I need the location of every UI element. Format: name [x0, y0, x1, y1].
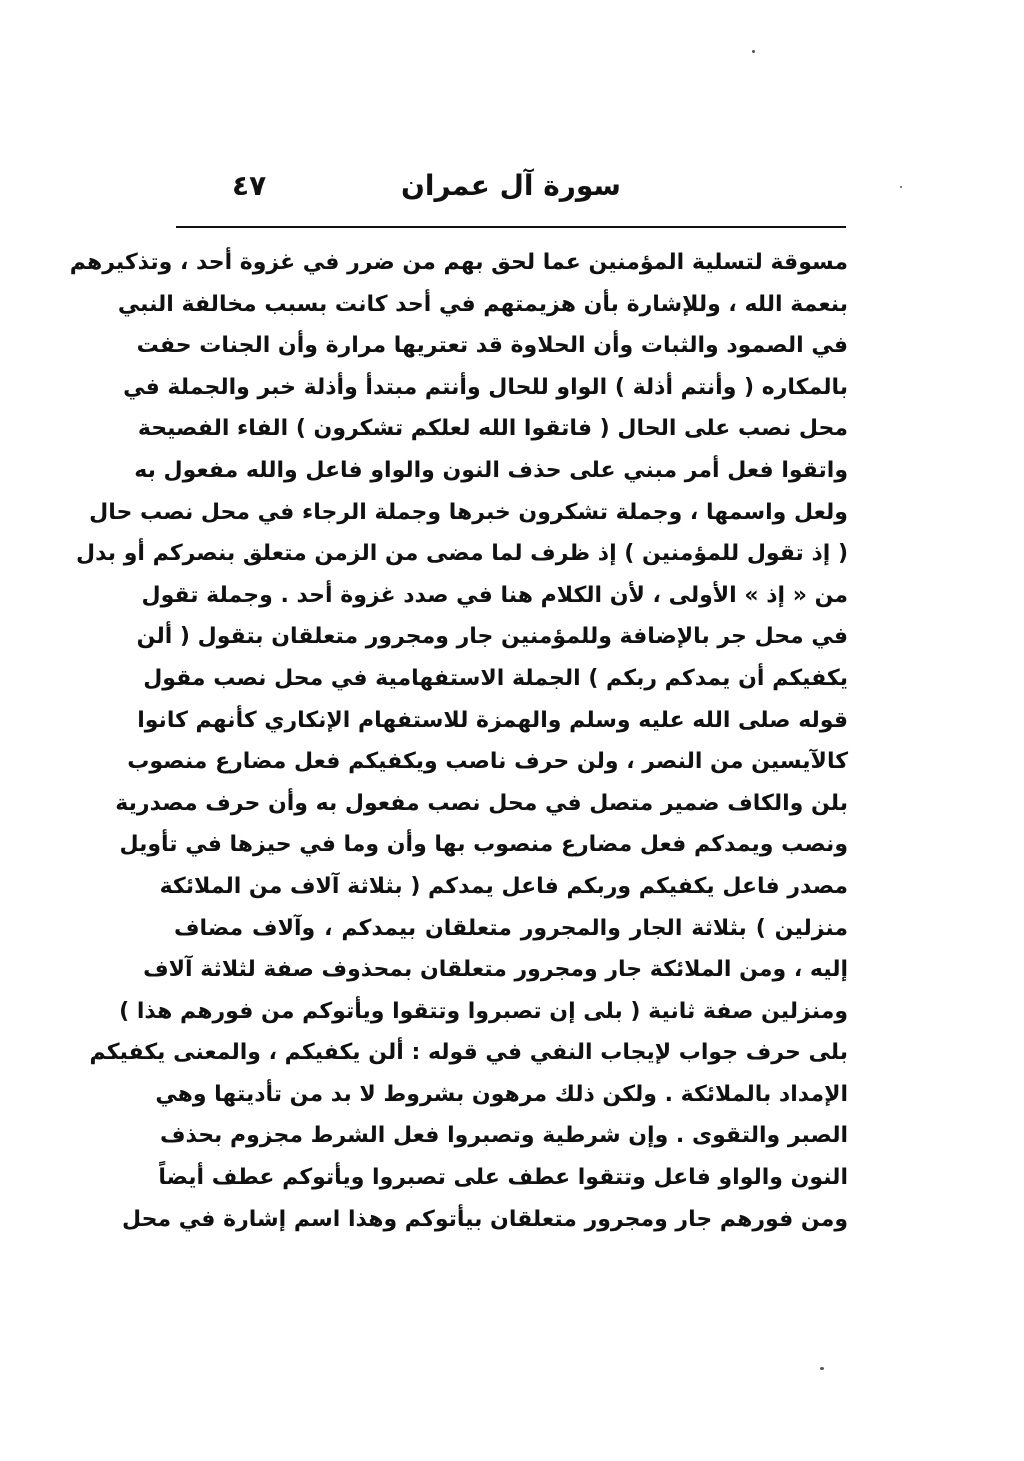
text-line: بلى حرف جواب لإيجاب النفي في قوله : ألن يكفيكم ، والمعنى يكفيكم	[89, 1040, 848, 1066]
text-line: في الصمود والثبات وأن الحلاوة قد تعتريها مرارة وأن الجنات حفت	[136, 333, 848, 359]
text-line: بالمكاره ( وأنتم أذلة ) الواو للحال وأنتم مبتدأ وأذلة خبر والجملة في	[123, 374, 848, 400]
text-line: قوله صلى الله عليه وسلم والهمزة للاستفهام الإنكاري كأنهم كانوا	[137, 707, 848, 733]
text-line: ولعل واسمها ، وجملة تشكرون خبرها وجملة الرجاء في محل نصب حال	[89, 499, 848, 525]
text-line: ونصب ويمدكم فعل مضارع منصوب بها وأن وما في حيزها في تأويل	[119, 832, 848, 858]
text-line: ( إذ تقول للمؤمنين ) إذ ظرف لما مضى من الزمن متعلق بنصركم أو بدل	[75, 541, 848, 567]
scan-speck	[900, 186, 902, 188]
body-text	[69, 242, 848, 1240]
text-line: إليه ، ومن الملائكة جار ومجرور متعلقان بمحذوف صفة لثلاثة آلاف	[143, 957, 848, 983]
text-line: الإمداد بالملائكة . ولكن ذلك مرهون بشروط لا بد من تأديتها وهي	[155, 1081, 848, 1107]
text-line: ومن فورهم جار ومجرور متعلقان بيأتوكم وهذا اسم إشارة في محل	[122, 1206, 848, 1232]
text-line: منزلين ) بثلاثة الجار والمجرور متعلقان بيمدكم ، وآلاف مضاف	[174, 915, 848, 941]
text-line: محل نصب على الحال ( فاتقوا الله لعلكم تشكرون ) الفاء الفصيحة	[137, 416, 848, 442]
text-line: يكفيكم أن يمدكم ربكم ) الجملة الاستفهامية في محل نصب مقول	[143, 665, 848, 691]
scan-speck	[752, 50, 755, 53]
scan-speck	[820, 1367, 824, 1370]
text-line: بنعمة الله ، وللإشارة بأن هزيمتهم في أحد كانت بسبب مخالفة النبي	[117, 291, 848, 317]
text-line: ومنزلين صفة ثانية ( بلى إن تصبروا وتتقوا ويأتوكم من فورهم هذا )	[119, 998, 848, 1024]
page-number: ٤٧	[232, 169, 267, 202]
text-line: النون والواو فاعل وتتقوا عطف على تصبروا ويأتوكم عطف أيضاً	[158, 1165, 848, 1191]
chapter-title: سورة آل عمران	[401, 169, 621, 202]
text-line: في محل جر بالإضافة وللمؤمنين جار ومجرور متعلقان بتقول ( ألن	[136, 624, 848, 650]
text-line: من « إذ » الأولى ، لأن الكلام هنا في صدد غزوة أحد . وجملة تقول	[141, 582, 848, 608]
text-line: مصدر فاعل يكفيكم وربكم فاعل يمدكم ( بثلاثة آلاف من الملائكة	[159, 873, 848, 899]
text-line: مسوقة لتسلية المؤمنين عما لحق بهم من ضرر في غزوة أحد ، وتذكيرهم	[69, 250, 848, 275]
text-line: بلن والكاف ضمير متصل في محل نصب مفعول به وأن حرف مصدرية	[115, 790, 848, 816]
text-line: واتقوا فعل أمر مبني على حذف النون والواو فاعل والله مفعول به	[134, 457, 848, 483]
text-line: كالآيسين من النصر ، ولن حرف ناصب ويكفيكم فعل مضارع منصوب	[127, 749, 848, 775]
text-line: الصبر والتقوى . وإن شرطية وتصبروا فعل الشرط مجزوم بحذف	[159, 1123, 848, 1149]
page-header	[176, 164, 846, 208]
header-divider	[176, 226, 846, 228]
